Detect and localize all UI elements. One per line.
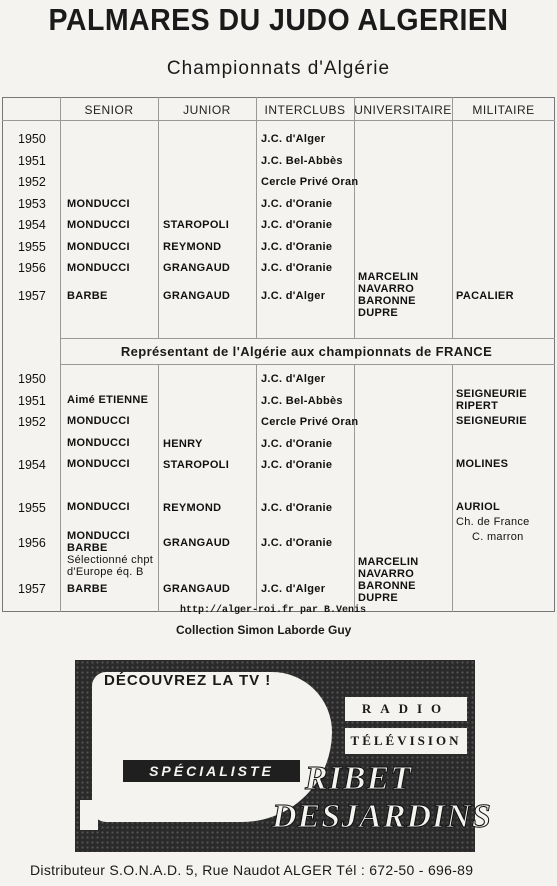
col-divider	[354, 97, 355, 338]
militaire-representant: SEIGNEURIE	[456, 415, 527, 427]
column-header-junior: JUNIOR	[183, 103, 231, 117]
interclubs-winner: J.C. d'Alger	[261, 290, 326, 302]
interclubs-representant: J.C. d'Oranie	[261, 459, 333, 471]
ad-corner-tag	[80, 800, 98, 830]
col-divider	[158, 97, 159, 338]
universitaire-name: MARCELIN	[358, 271, 419, 283]
col-divider	[256, 364, 257, 612]
col-divider	[158, 364, 159, 612]
militaire-note: Ch. de France	[456, 516, 530, 528]
junior-representant: REYMOND	[163, 502, 222, 514]
year-label: 1952	[18, 415, 46, 429]
interclubs-representant: Cercle Privé Oran	[261, 416, 359, 428]
collection-credit: Collection Simon Laborde Guy	[176, 623, 352, 637]
year-label: 1950	[18, 132, 46, 146]
interclubs-representant: J.C. d'Oranie	[261, 502, 333, 514]
page-title: PALMARES DU JUDO ALGERIEN	[48, 2, 509, 37]
page-subtitle: Championnats d'Algérie	[166, 58, 391, 79]
senior-note: d'Europe éq. B	[67, 566, 144, 578]
militaire-representant: AURIOL	[456, 501, 500, 513]
ad-radio-label: RADIO	[345, 697, 467, 721]
ad-brand-line2: DESJARDINS	[272, 798, 492, 835]
interclubs-winner: J.C. d'Alger	[261, 133, 326, 145]
interclubs-winner: J.C. d'Oranie	[261, 219, 333, 231]
senior-champion: BARBE	[67, 290, 108, 302]
source-credit: http://alger-roi.fr par B.Venis	[180, 605, 367, 616]
column-header-universitaire: UNIVERSITAIRE	[354, 103, 452, 117]
ad-headline: DÉCOUVREZ LA TV !	[104, 672, 272, 689]
junior-representant: GRANGAUD	[163, 537, 231, 549]
interclubs-winner: J.C. d'Oranie	[261, 198, 333, 210]
year-label: 1956	[18, 536, 46, 550]
ad-brand-line1: RIBET	[305, 760, 413, 797]
senior-representant: BARBE	[67, 542, 108, 554]
year-label: 1957	[18, 289, 46, 303]
junior-champion: GRANGAUD	[163, 290, 231, 302]
interclubs-winner: J.C. d'Oranie	[261, 241, 333, 253]
ad-specialiste-label: SPÉCIALISTE	[123, 760, 300, 782]
senior-representant: MONDUCCI	[67, 530, 130, 542]
senior-representant: MONDUCCI	[67, 437, 130, 449]
militaire-representant: SEIGNEURIE	[456, 388, 527, 400]
year-label: 1950	[18, 372, 46, 386]
year-label: 1951	[18, 154, 46, 168]
militaire-representant: MOLINES	[456, 458, 509, 470]
col-divider	[452, 364, 453, 612]
senior-champion: MONDUCCI	[67, 219, 130, 231]
junior-representant: STAROPOLI	[163, 459, 230, 471]
year-label: 1957	[18, 582, 46, 596]
interclubs-winner: Cercle Privé Oran	[261, 176, 359, 188]
senior-representant: BARBE	[67, 583, 108, 595]
junior-representant: GRANGAUD	[163, 583, 231, 595]
year-label: 1955	[18, 501, 46, 515]
interclubs-representant: J.C. d'Alger	[261, 373, 326, 385]
year-label: 1955	[18, 240, 46, 254]
col-divider	[452, 97, 453, 338]
universitaire-name: BARONNE	[358, 580, 416, 592]
militaire-note: C. marron	[472, 531, 524, 543]
interclubs-winner: J.C. d'Oranie	[261, 262, 333, 274]
column-header-senior: SENIOR	[84, 103, 134, 117]
year-label: 1954	[18, 458, 46, 472]
senior-representant: MONDUCCI	[67, 458, 130, 470]
militaire-representant: RIPERT	[456, 400, 499, 412]
senior-champion: MONDUCCI	[67, 262, 130, 274]
interclubs-representant: J.C. d'Alger	[261, 583, 326, 595]
section-title: Représentant de l'Algérie aux championnats de FRANCE	[120, 344, 493, 359]
junior-champion: GRANGAUD	[163, 262, 231, 274]
universitaire-name: DUPRE	[358, 307, 399, 319]
universitaire-name: NAVARRO	[358, 283, 415, 295]
universitaire-name: DUPRE	[358, 592, 399, 604]
column-header-militaire: MILITAIRE	[472, 103, 535, 117]
senior-representant: MONDUCCI	[67, 501, 130, 513]
interclubs-representant: J.C. Bel-Abbès	[261, 395, 343, 407]
ad-television-label: TÉLÉVISION	[345, 728, 467, 754]
senior-representant: MONDUCCI	[67, 415, 130, 427]
year-label: 1952	[18, 175, 46, 189]
year-label: 1951	[18, 394, 46, 408]
col-divider	[354, 364, 355, 612]
section-divider-top	[60, 338, 555, 339]
junior-champion: STAROPOLI	[163, 219, 230, 231]
distributor-footer: Distributeur S.O.N.A.D. 5, Rue Naudot ALGER Tél : 672-50 - 696-89	[30, 862, 474, 878]
universitaire-name: MARCELIN	[358, 556, 419, 568]
header-divider	[2, 120, 555, 121]
interclubs-winner: J.C. Bel-Abbès	[261, 155, 343, 167]
interclubs-representant: J.C. d'Oranie	[261, 438, 333, 450]
section-divider-bottom	[60, 364, 555, 365]
year-label: 1954	[18, 218, 46, 232]
senior-representant: Aimé ETIENNE	[67, 394, 149, 406]
junior-champion: REYMOND	[163, 241, 222, 253]
col-divider	[256, 97, 257, 338]
senior-note: Sélectionné chpt	[67, 554, 154, 566]
year-label: 1953	[18, 197, 46, 211]
universitaire-name: NAVARRO	[358, 568, 415, 580]
junior-representant: HENRY	[163, 438, 203, 450]
senior-champion: MONDUCCI	[67, 198, 130, 210]
militaire-champion: PACALIER	[456, 290, 514, 302]
universitaire-name: BARONNE	[358, 295, 416, 307]
interclubs-representant: J.C. d'Oranie	[261, 537, 333, 549]
column-header-interclubs: INTERCLUBS	[264, 103, 346, 117]
year-label: 1956	[18, 261, 46, 275]
senior-champion: MONDUCCI	[67, 241, 130, 253]
